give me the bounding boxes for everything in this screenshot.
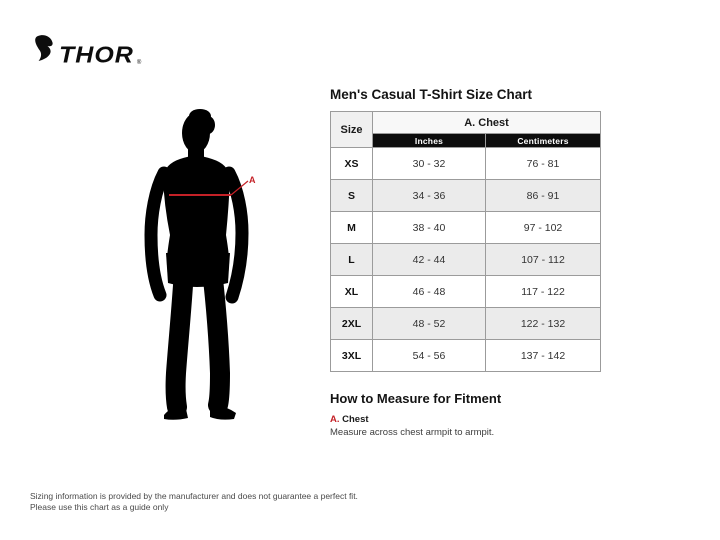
brand-logo	[34, 35, 141, 67]
table-row	[331, 180, 601, 212]
size-cell: S	[331, 180, 373, 212]
registered-trademark: ®	[136, 60, 142, 66]
cm-cell: 117 - 122	[486, 276, 601, 308]
body-silhouette	[130, 105, 270, 425]
size-cell: 2XL	[331, 308, 373, 340]
table-row	[331, 340, 601, 372]
size-cell: XL	[331, 276, 373, 308]
measure-item-description: Measure across chest armpit to armpit.	[330, 427, 495, 438]
inches-cell: 34 - 36	[373, 180, 486, 212]
size-column-header: Size	[331, 112, 373, 148]
cm-cell: 97 - 102	[486, 212, 601, 244]
measure-item-letter: A.	[330, 414, 340, 425]
table-header-row	[331, 112, 601, 134]
cm-cell: 76 - 81	[486, 148, 601, 180]
cm-cell: 137 - 142	[486, 340, 601, 372]
brand-logo-text: THOR	[59, 42, 134, 68]
inches-cell: 54 - 56	[373, 340, 486, 372]
footer-disclaimer	[30, 491, 358, 512]
measure-heading: How to Measure for Fitment	[330, 391, 502, 406]
table-row	[331, 212, 601, 244]
chest-group-header: A. Chest	[373, 112, 601, 134]
size-chart-table	[330, 111, 601, 372]
cm-cell: 122 - 132	[486, 308, 601, 340]
inches-cell: 30 - 32	[373, 148, 486, 180]
footer-disclaimer-line2: Please use this chart as a guide only	[30, 501, 169, 512]
table-row	[331, 244, 601, 276]
table-row	[331, 276, 601, 308]
inches-cell: 48 - 52	[373, 308, 486, 340]
cm-cell: 107 - 112	[486, 244, 601, 276]
footer-disclaimer-line1: Sizing information is provided by the manufacturer and does not guarantee a perfect fit.	[30, 491, 358, 501]
size-cell: XS	[331, 148, 373, 180]
measure-item-name: Chest	[342, 414, 369, 425]
inches-cell: 46 - 48	[373, 276, 486, 308]
centimeters-column-header: Centimeters	[486, 134, 601, 148]
inches-cell: 38 - 40	[373, 212, 486, 244]
body-silhouette-figure	[130, 105, 270, 425]
measurement-marker-a: A	[249, 175, 256, 185]
cm-cell: 86 - 91	[486, 180, 601, 212]
size-cell: L	[331, 244, 373, 276]
chart-title: Men's Casual T-Shirt Size Chart	[330, 87, 533, 102]
size-cell: 3XL	[331, 340, 373, 372]
table-row	[331, 148, 601, 180]
table-row	[331, 308, 601, 340]
size-cell: M	[331, 212, 373, 244]
inches-column-header: Inches	[373, 134, 486, 148]
thor-helmet-icon	[34, 35, 57, 67]
inches-cell: 42 - 44	[373, 244, 486, 276]
measure-item	[330, 414, 369, 425]
